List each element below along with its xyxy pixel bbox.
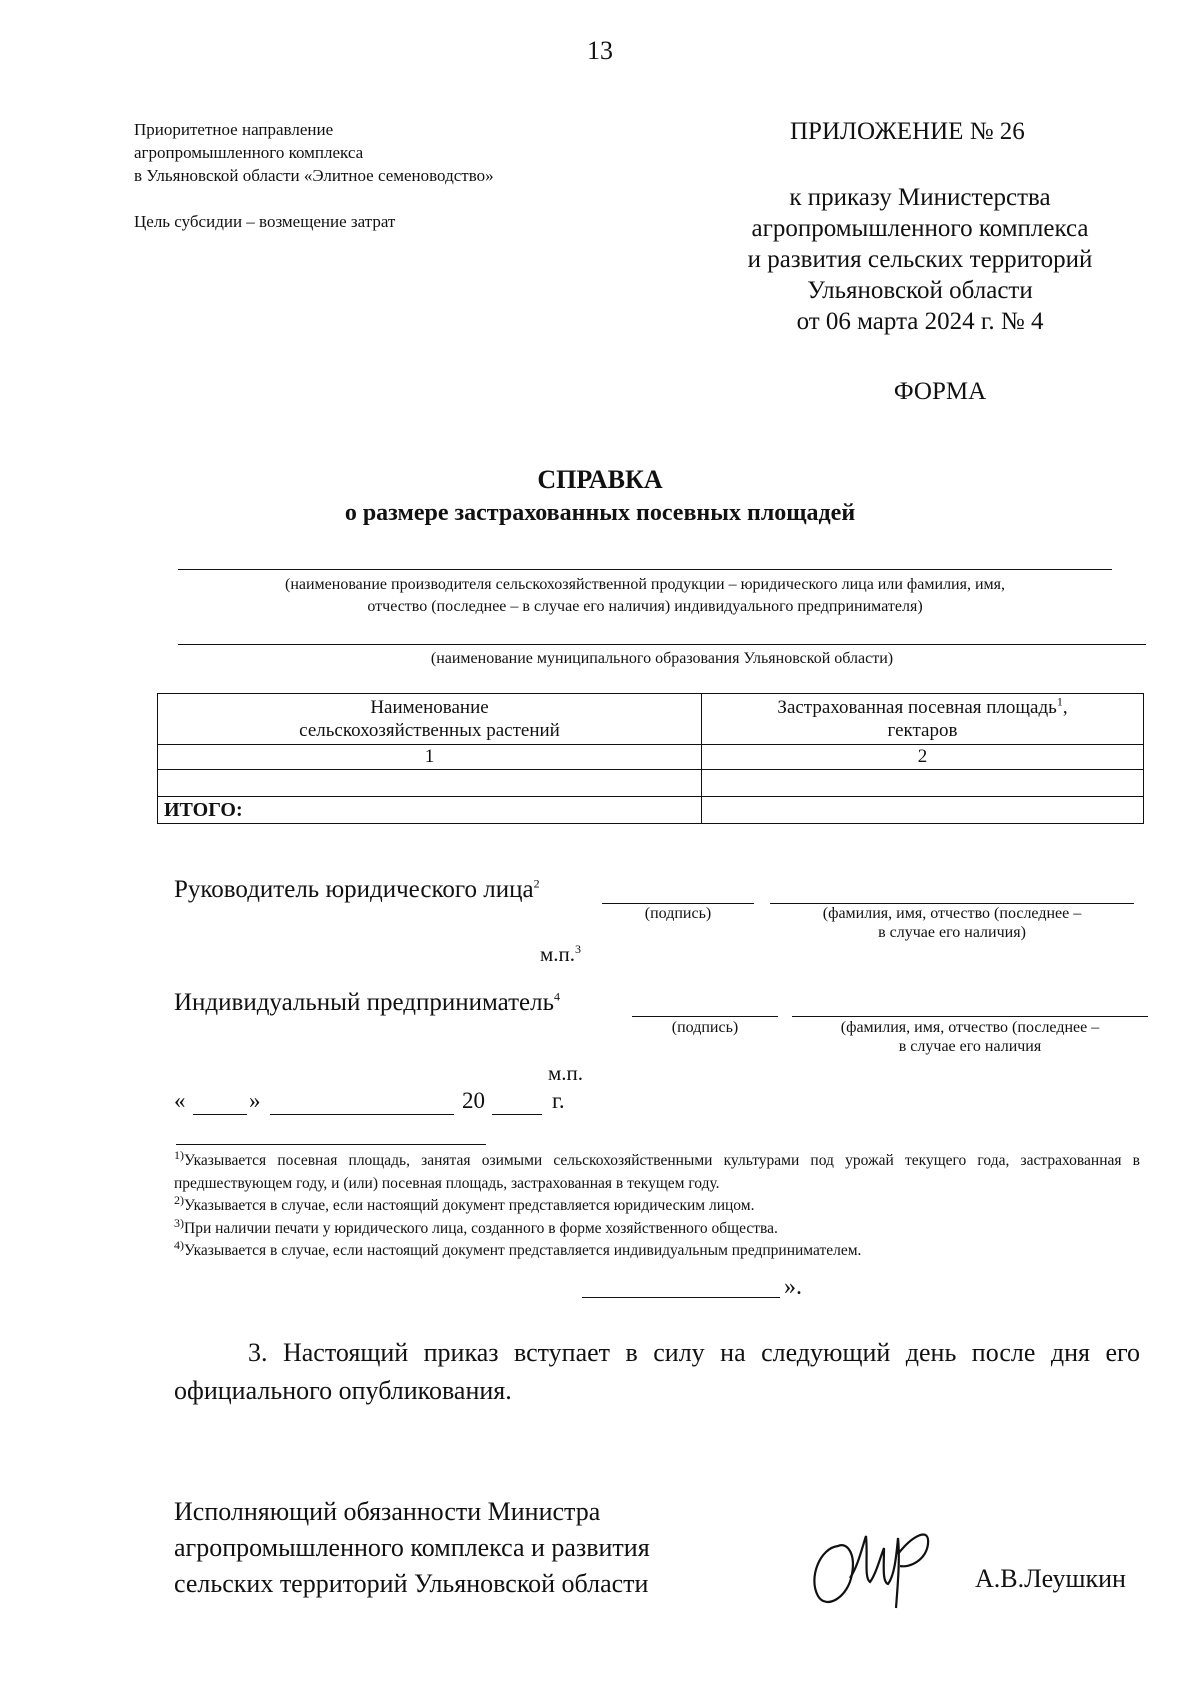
effective-date-paragraph: 3. Настоящий приказ вступает в силу на следующий день после дня его официального опубликования. [174, 1338, 1140, 1405]
footnotes [174, 1147, 1140, 1263]
total-value-cell[interactable] [702, 797, 1144, 824]
date-year-prefix: 20 [462, 1088, 485, 1113]
signer-line-3: сельских территорий Ульяновской области [174, 1569, 649, 1598]
footnote-1-mark: 1) [174, 1147, 184, 1162]
table-header-row [158, 694, 1144, 745]
col2-header-line-2: гектаров [887, 720, 958, 741]
fio-hint [770, 904, 1134, 942]
document-title: СПРАВКА [537, 465, 663, 494]
legal-head-label [174, 876, 540, 904]
priority-line-2: агропромышленного комплекса [134, 143, 364, 162]
col-header-crop-name [158, 694, 702, 745]
crop-area-table [157, 693, 1144, 824]
entrepreneur-fio-line[interactable] [792, 1016, 1148, 1017]
crop-name-cell[interactable] [158, 770, 702, 797]
footnote-1 [174, 1147, 1140, 1195]
stamp-place-legal [540, 942, 581, 967]
order-ref-line-5: от 06 марта 2024 г. № 4 [796, 308, 1044, 335]
producer-hint-line-1: (наименование производителя сельскохозяйственной продукции – юридического лица или фамилия, имя, [284, 576, 1006, 593]
signer-line-2: агропромышленного комплекса и развития [174, 1533, 650, 1562]
order-ref-line-1: к приказу Министерства [789, 184, 1051, 211]
col2-header-comma: , [1062, 697, 1068, 718]
table-total-row [158, 797, 1144, 824]
col-header-insured-area [702, 694, 1144, 745]
producer-hint [178, 574, 1112, 618]
date-open-quote: « [174, 1088, 186, 1113]
appendix-title: ПРИЛОЖЕНИЕ № 26 [790, 118, 1025, 145]
entrepreneur-label [174, 989, 560, 1017]
table-number-row [158, 745, 1144, 770]
footnote-separator [176, 1144, 486, 1145]
col1-header-line-1: Наименование [370, 697, 489, 718]
subsidy-purpose: Цель субсидии – возмещение затрат [134, 212, 396, 231]
entrepreneur-signature-line[interactable] [632, 1016, 778, 1017]
signer-line-1: Исполняющий обязанности Министра [174, 1497, 601, 1526]
date-year-suffix: г. [552, 1088, 565, 1113]
col2-header-text: Застрахованная посевная площадь [777, 697, 1057, 718]
col-number-2: 2 [702, 745, 1144, 770]
mp-legal-text: м.п. [540, 942, 576, 966]
form-label: ФОРМА [893, 378, 987, 405]
footnote-2-text: Указывается в случае, если настоящий документ представляется юридическим лицом. [184, 1197, 755, 1214]
date-close-quote: » [249, 1088, 261, 1113]
table-row [158, 770, 1144, 797]
order-ref-line-2: агропромышленного комплекса [751, 215, 1089, 242]
footnote-1-text: Указывается посевная площадь, занятая озимыми сельскохозяйственными культурами под урожай текущего года, застрахованная в предшествующем году, и (или) посевная площадь, застрахованная в текущем году. [174, 1152, 1140, 1192]
producer-hint-line-2: отчество (последнее – в случае его наличия) индивидуального предпринимателя) [367, 598, 923, 615]
entrepreneur-text: Индивидуальный предприниматель [174, 989, 554, 1016]
fio-hint-2-line-2: в случае его наличия [898, 1038, 1042, 1055]
footnote-2 [174, 1192, 1140, 1218]
fio-hint-line-1: (фамилия, имя, отчество (последнее – [822, 905, 1082, 922]
fio-hint-line-2: в случае его наличия) [878, 924, 1026, 941]
footnote-ref-2: 2 [533, 876, 540, 891]
priority-direction-block [134, 118, 494, 233]
municipality-name-line[interactable] [178, 644, 1146, 645]
footnote-4-text: Указывается в случае, если настоящий документ представляется индивидуальным предпринимателем. [184, 1242, 862, 1259]
col1-header-line-2: сельскохозяйственных растений [299, 720, 560, 741]
col2-header-line-1 [708, 696, 1137, 719]
footnote-3-mark: 3) [174, 1215, 184, 1230]
priority-line-3: в Ульяновской области «Элитное семеноводство» [134, 166, 494, 185]
fio-hint-2-line-1: (фамилия, имя, отчество (последнее – [840, 1019, 1100, 1036]
col-number-1: 1 [158, 745, 702, 770]
page-number: 13 [587, 36, 613, 65]
date-month-line[interactable] [270, 1114, 454, 1115]
footnote-2-mark: 2) [174, 1192, 184, 1207]
footnote-4-mark: 4) [174, 1237, 184, 1252]
order-ref-line-4: Ульяновской области [807, 277, 1033, 304]
signature-hint: (подпись) [644, 905, 712, 922]
priority-line-1: Приоритетное направление [134, 120, 334, 139]
footnote-3-text: При наличии печати у юридического лица, созданного в форме хозяйственного общества. [184, 1219, 778, 1237]
document-subtitle: о размере застрахованных посевных площадей [344, 500, 856, 526]
date-year-line[interactable] [492, 1114, 542, 1115]
closing-mark: ». [784, 1274, 802, 1300]
footnote-ref-1: 1 [1056, 694, 1063, 709]
fio-hint-2 [792, 1018, 1148, 1056]
total-label: ИТОГО: [158, 797, 702, 824]
area-cell[interactable] [702, 770, 1144, 797]
signer-position [174, 1494, 650, 1602]
order-reference [700, 182, 1140, 337]
municipality-hint: (наименование муниципального образования Ульяновской области) [430, 650, 894, 667]
footnote-ref-4: 4 [553, 989, 560, 1004]
signer-name: А.В.Леушкин [975, 1564, 1126, 1593]
footnote-3 [174, 1215, 1140, 1241]
legal-head-text: Руководитель юридического лица [174, 876, 534, 903]
footnote-4 [174, 1237, 1140, 1263]
closing-line [582, 1297, 780, 1298]
handwritten-signature-icon [800, 1508, 950, 1623]
footnote-ref-3: 3 [575, 942, 582, 956]
order-ref-line-3: и развития сельских территорий [747, 246, 1093, 273]
date-day-line[interactable] [193, 1114, 247, 1115]
signature-hint-2: (подпись) [671, 1019, 739, 1036]
stamp-place-entrepreneur: м.п. [548, 1061, 584, 1085]
producer-name-line[interactable] [178, 569, 1112, 570]
